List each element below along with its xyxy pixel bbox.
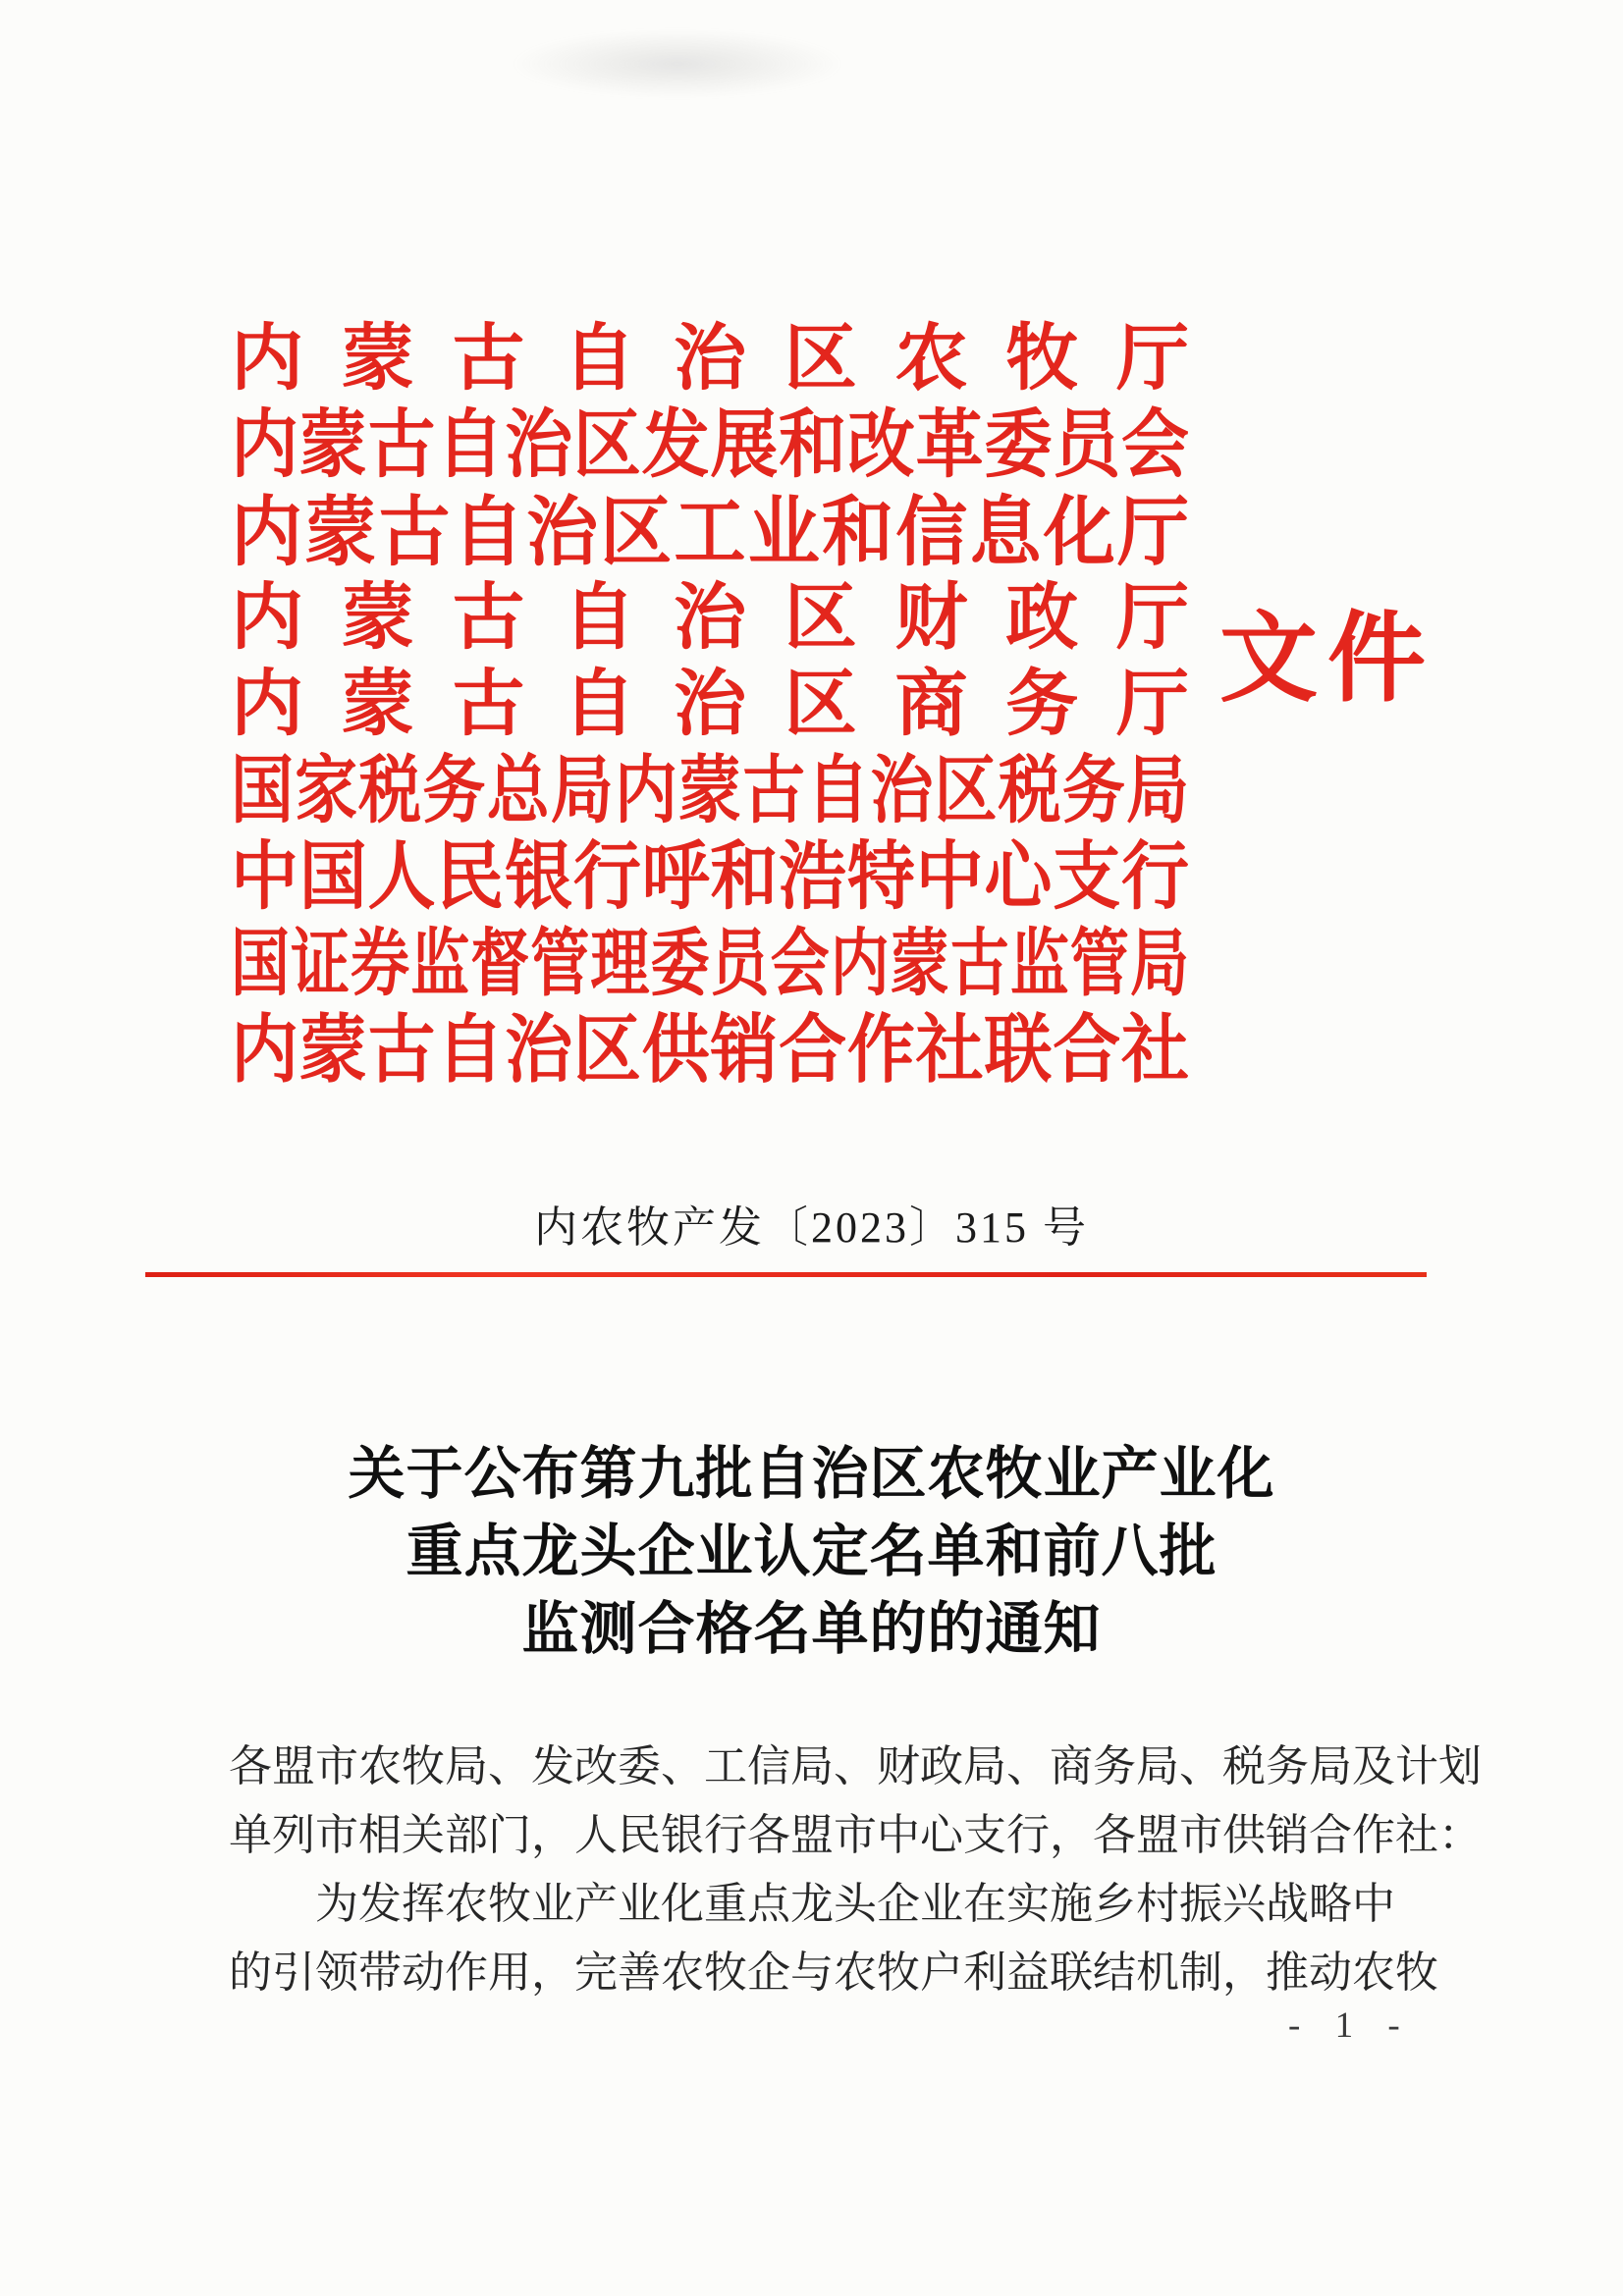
agency-line-1: 内 蒙 古 自 治 区 农 牧 厅 [231, 319, 1189, 400]
body-line-2: 单列市相关部门，人民银行各盟市中心支行，各盟市供销合作社： [229, 1811, 1482, 1859]
body-line-1: 各盟市农牧局、发改委、工信局、财政局、商务局、税务局及计划 [229, 1742, 1482, 1790]
agency-line-2: 内 蒙 古 自 治 区 发 展 和 改 革 委 员 会 [231, 403, 1189, 487]
scan-smudge-artifact [511, 29, 844, 98]
body-line-4: 的引领带动作用，完善农牧企与农牧户利益联结机制，推动农牧 [229, 1949, 1438, 1997]
body-text [229, 1733, 1482, 2007]
agency-line-7: 中 国 人 民 银 行 呼 和 浩 特 中 心 支 行 [231, 835, 1189, 919]
document-mark-wenjian: 文件 [1219, 605, 1435, 714]
body-line-3: 为发挥农牧业产业化重点龙头企业在实施乡村振兴战略中 [315, 1880, 1395, 1928]
page-number: - 1 - [1288, 2005, 1413, 2046]
document-number: 内农牧产发〔2023〕315 号 [534, 1203, 1089, 1252]
agency-line-8: 国 证 券 监 督 管 理 委 员 会 内 蒙 古 监 管 局 [231, 923, 1189, 1005]
red-divider-line [145, 1272, 1427, 1277]
agency-line-3: 内 蒙 古 自 治 区 工 业 和 信 息 化 厅 [231, 490, 1189, 574]
document-title-line-3: 监测合格名单的的通知 [521, 1597, 1102, 1661]
agency-line-6: 国 家 税 务 总 局 内 蒙 古 自 治 区 税 务 局 [231, 749, 1189, 832]
letterhead [231, 316, 1189, 1094]
title-block [0, 1435, 1623, 1668]
agency-line-5: 内 蒙 古 自 治 区 商 务 厅 [231, 665, 1189, 745]
agency-line-4: 内 蒙 古 自 治 区 财 政 厅 [231, 578, 1189, 659]
document-title-line-1: 关于公布第九批自治区农牧业产业化 [348, 1442, 1275, 1506]
document-title-line-2: 重点龙头企业认定名单和前八批 [406, 1520, 1217, 1583]
agency-line-9: 内 蒙 古 自 治 区 供 销 合 作 社 联 合 社 [231, 1008, 1189, 1092]
